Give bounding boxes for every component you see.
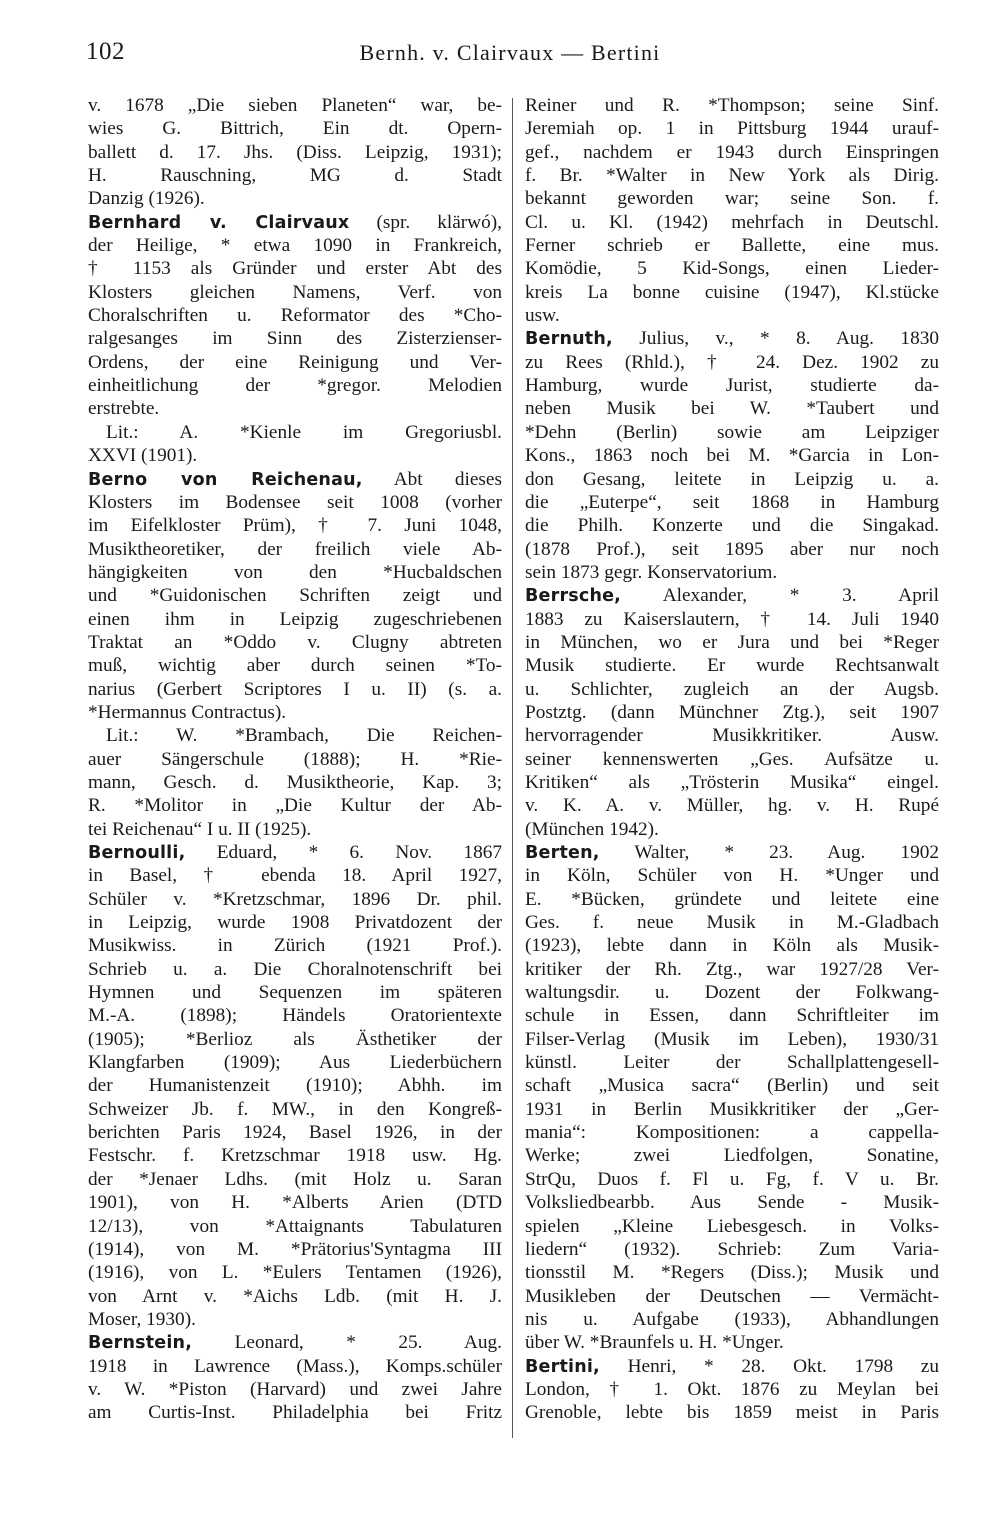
text-line [88, 1098, 502, 1121]
line-text: M.-A. (1898); Händels Oratorientexte [88, 1005, 502, 1027]
text-line [88, 1308, 502, 1331]
line-text: bekannt geworden war; seine Son. f. [525, 188, 939, 210]
line-text: auer Sängerschule (1888); H. *Rie- [88, 748, 502, 770]
entry-start-line [525, 841, 939, 864]
line-text: einheitlichung der *gregor. Melodien [88, 375, 502, 397]
line-text: Hamburg, wurde Jurist, studierte da- [525, 375, 939, 397]
text-line [88, 1074, 502, 1097]
line-text: StrQu, Duos f. Fl u. Fg, f. V u. Br. [525, 1168, 939, 1190]
line-text: liedern“ (1932). Schrieb: Zum Varia- [525, 1238, 939, 1260]
text-line [525, 1191, 939, 1214]
text-line [525, 911, 939, 934]
text-line [88, 538, 502, 561]
line-text: (1905); *Berlioz als Ästhetiker der [88, 1028, 502, 1050]
line-text: Kons., 1863 noch bei M. *Garcia in Lon- [525, 445, 939, 467]
text-line [525, 1401, 939, 1424]
line-text: künstl. Leiter der Schallplattengesell- [525, 1052, 939, 1074]
text-line [525, 724, 939, 747]
line-text: waltungsdir. u. Dozent der Folkwang- [525, 982, 939, 1004]
line-text: usw. [525, 305, 560, 327]
text-line [525, 1168, 939, 1191]
text-line [88, 654, 502, 677]
line-text: 1901), von H. *Alberts Arien (DTD [88, 1192, 502, 1214]
text-line [88, 701, 502, 724]
text-line [88, 981, 502, 1004]
running-head: Bernh. v. Clairvaux — Bertini [359, 40, 661, 65]
text-line [88, 678, 502, 701]
entry-start-line [88, 1331, 502, 1354]
text-line [88, 608, 502, 631]
line-text: spielen „Kleine Liebesgesch. in Volks- [525, 1215, 939, 1237]
text-line [88, 724, 502, 747]
line-text: v. 1678 „Die sieben Planeten“ war, be- [88, 95, 502, 116]
line-text: nis u. Aufgabe (1933), Abhandlungen [525, 1308, 939, 1330]
line-text: Danzig (1926). [88, 188, 205, 210]
right-column [525, 94, 939, 1425]
entry-headword: Bernuth, [525, 329, 613, 350]
text-line [88, 304, 502, 327]
text-line [88, 631, 502, 654]
line-text: seiner kennenswerten „Ges. Aufsätze u. [525, 748, 939, 770]
entry-start-line [525, 327, 939, 350]
line-text: don Gesang, leitete in Leipzig u. a. [525, 468, 939, 490]
line-text: Hymnen und Sequenzen im späteren [88, 982, 502, 1004]
line-text: in Leipzig, wurde 1908 Privatdozent der [88, 912, 502, 934]
text-line [525, 1285, 939, 1308]
text-line [525, 608, 939, 631]
line-text: die Philh. Konzerte und die Singakad. [525, 515, 939, 537]
line-text: Musiktheoretiker, der freilich viele Ab- [88, 538, 502, 560]
page-number: 102 [86, 38, 125, 65]
text-line [88, 514, 502, 537]
line-text: † 1153 als Gründer und erster Abt des [88, 258, 502, 280]
text-line [525, 538, 939, 561]
line-text: *Dehn (Berlin) sowie am Leipziger [525, 421, 939, 443]
line-text: muß, wichtig aber durch seinen *To- [88, 655, 502, 677]
text-line [525, 421, 939, 444]
text-line [525, 468, 939, 491]
text-line [88, 1191, 502, 1214]
line-text: berichten Paris 1924, Basel 1926, in der [88, 1122, 502, 1144]
text-line [525, 794, 939, 817]
text-line [88, 748, 502, 771]
text-line [525, 1144, 939, 1167]
text-line [88, 958, 502, 981]
line-text: Schrieb u. a. Die Choralnotenschrift bei [88, 958, 502, 980]
text-line [88, 1051, 502, 1074]
text-line [88, 397, 502, 420]
line-text: narius (Gerbert Scriptores I u. II) (s. a. [88, 678, 502, 700]
text-line [88, 327, 502, 350]
entry-headword: Berno von Reichenau, [88, 469, 363, 490]
line-text: von Arnt v. *Aichs Ldb. (mit H. J. [88, 1285, 502, 1307]
text-line [525, 141, 939, 164]
line-text: E. *Bücken, gründete und leitete eine [525, 888, 939, 910]
line-text: *Hermannus Contractus). [88, 701, 287, 723]
entry-start-line [525, 584, 939, 607]
text-line [88, 864, 502, 887]
line-text: London, † 1. Okt. 1876 zu Meylan bei [525, 1378, 939, 1400]
line-text: Klosters im Bodensee seit 1008 (vorher [88, 491, 502, 513]
line-text: Leonard, * 25. Aug. [192, 1332, 502, 1354]
line-text: H. Rauschning, MG d. Stadt [88, 165, 502, 187]
line-text: Schweizer Jb. f. MW., in den Kongreß- [88, 1098, 502, 1120]
line-text: Musik studierte. Er wurde Rechtsanwalt [525, 655, 939, 677]
text-line [525, 818, 939, 841]
text-line [525, 1261, 939, 1284]
text-line [88, 94, 502, 117]
text-line [88, 818, 502, 841]
line-text: hervorragender Musikkritiker. Ausw. [525, 725, 939, 747]
text-line [88, 421, 502, 444]
line-text: wies G. Bittrich, Ein dt. Opern- [88, 118, 502, 140]
text-line [88, 234, 502, 257]
line-text: 1883 zu Kaiserslautern, † 14. Juli 1940 [525, 608, 939, 630]
line-text: hängigkeiten von den *Hucbaldschen [88, 561, 502, 583]
text-line [88, 1028, 502, 1051]
text-line [525, 701, 939, 724]
text-line [88, 888, 502, 911]
text-line [525, 187, 939, 210]
text-line [88, 187, 502, 210]
text-line [525, 1028, 939, 1051]
line-text: Alexander, * 3. April [621, 585, 939, 607]
line-text: Kritiken“ als „Trösterin Musika“ eingel. [525, 771, 939, 793]
text-line [525, 117, 939, 140]
line-text: im Eifelkloster Prüm), † 7. Juni 1048, [88, 515, 502, 537]
line-text: der *Jenaer Ldhs. (mit Holz u. Saran [88, 1168, 502, 1190]
text-line [88, 794, 502, 817]
entry-headword: Bernoulli, [88, 843, 186, 863]
line-text: Lit.: W. *Brambach, Die Reichen- [106, 725, 502, 747]
text-line [525, 211, 939, 234]
text-line [88, 771, 502, 794]
line-text: Henri, * 28. Okt. 1798 zu [599, 1355, 939, 1377]
line-text: in Köln, Schüler von H. *Unger und [525, 865, 939, 887]
entry-headword: Bernstein, [88, 1333, 193, 1354]
text-line [525, 164, 939, 187]
text-line [88, 351, 502, 374]
line-text: Filser-Verlag (Musik im Leben), 1930/31 [525, 1028, 939, 1050]
line-text: schule in Essen, dann Schriftleiter im [525, 1005, 939, 1027]
entry-headword: Berrsche, [525, 586, 622, 607]
text-line [88, 164, 502, 187]
line-text: v. W. *Piston (Harvard) und zwei Jahre [88, 1378, 502, 1400]
line-text: gef., nachdem er 1943 durch Einspringen [525, 141, 939, 163]
left-column [88, 94, 502, 1425]
text-line [88, 1401, 502, 1424]
text-line [525, 561, 939, 584]
line-text: über W. *Braunfels u. H. *Unger. [525, 1332, 784, 1354]
text-line [525, 444, 939, 467]
text-line [525, 864, 939, 887]
line-text: Reiner und R. *Thompson; seine Sinf. [525, 95, 939, 116]
text-line [525, 397, 939, 420]
line-text: 1918 in Lawrence (Mass.), Komps.schüler [88, 1355, 502, 1377]
line-text: (spr. klärwó), [349, 211, 502, 233]
line-text: Klosters gleichen Namens, Verf. von [88, 281, 502, 303]
text-line [88, 374, 502, 397]
text-line [525, 678, 939, 701]
text-line [525, 1378, 939, 1401]
text-line [525, 351, 939, 374]
line-text: schaft „Musica sacra“ (Berlin) und seit [525, 1075, 939, 1097]
line-text: tionsstil M. *Regers (Diss.); Musik und [525, 1262, 939, 1284]
text-line [525, 631, 939, 654]
line-text: u. Schlichter, zugleich an der Augsb. [525, 678, 939, 700]
line-text: (1878 Prof.), seit 1895 aber nur noch [525, 538, 939, 560]
line-text: und *Guidonischen Schriften zeigt und [88, 585, 502, 607]
line-text: kreis La bonne cuisine (1947), Kl.stücke [525, 281, 939, 303]
line-text: am Curtis-Inst. Philadelphia bei Fritz [88, 1402, 502, 1424]
line-text: der Heilige, * etwa 1090 in Frankreich, [88, 235, 502, 257]
text-line [525, 1074, 939, 1097]
text-line [88, 1121, 502, 1144]
line-text: f. Br. *Walter in New York als Dirig. [525, 165, 939, 187]
line-text: neben Musik bei W. *Taubert und [525, 398, 939, 420]
line-text: Schüler v. *Kretzschmar, 1896 Dr. phil. [88, 888, 502, 910]
entry-headword: Berten, [525, 843, 600, 863]
entry-start-line [88, 841, 502, 864]
line-text: kritiker der Rh. Ztg., war 1927/28 Ver- [525, 958, 939, 980]
line-text: ballett d. 17. Jhs. (Diss. Leipzig, 1931); [88, 141, 502, 163]
text-line [88, 1215, 502, 1238]
text-line [88, 1355, 502, 1378]
line-text: (1916), von L. *Eulers Tentamen (1926), [88, 1262, 502, 1284]
text-line [525, 981, 939, 1004]
line-text: Ordens, der eine Reinigung und Ver- [88, 351, 502, 373]
line-text: Werke; zwei Liedfolgen, Sonatine, [525, 1145, 939, 1167]
text-line [525, 1098, 939, 1121]
line-text: Klangfarben (1909); Aus Liederbüchern [88, 1052, 502, 1074]
text-line [525, 514, 939, 537]
text-line [88, 584, 502, 607]
text-line [525, 1238, 939, 1261]
line-text: sein 1873 gegr. Konservatorium. [525, 561, 778, 583]
line-text: (1923), lebte dann in Köln als Musik- [525, 935, 939, 957]
line-text: Cl. u. Kl. (1942) mehrfach in Deutschl. [525, 211, 939, 233]
line-text: Festschr. f. Kretzschmar 1918 usw. Hg. [88, 1145, 502, 1167]
text-line [525, 748, 939, 771]
line-text: 12/13), von *Attaignants Tabulaturen [88, 1215, 502, 1237]
text-line [88, 1285, 502, 1308]
line-text: in Basel, † ebenda 18. April 1927, [88, 865, 502, 887]
entry-start-line [525, 1355, 939, 1378]
line-text: Walter, * 23. Aug. 1902 [599, 842, 939, 863]
text-line [525, 1051, 939, 1074]
line-text: Musikleben der Deutschen — Vermächt- [525, 1285, 939, 1307]
line-text: Julius, v., * 8. Aug. 1830 [612, 328, 939, 350]
text-line [88, 444, 502, 467]
text-line [525, 234, 939, 257]
text-line [88, 934, 502, 957]
line-text: Volksliedbearbb. Aus Sende - Musik- [525, 1192, 939, 1214]
text-line [88, 561, 502, 584]
text-line [525, 491, 939, 514]
line-text: ralgesanges im Sinn des Zisterzienser- [88, 328, 502, 350]
entry-headword: Bernhard v. Clairvaux [88, 212, 350, 233]
text-line [88, 1144, 502, 1167]
line-text: R. *Molitor in „Die Kultur der Ab- [88, 795, 502, 817]
text-line [525, 1308, 939, 1331]
text-line [88, 117, 502, 140]
line-text: Musikwiss. in Zürich (1921 Prof.). [88, 935, 502, 957]
line-text: in München, wo er Jura und bei *Reger [525, 631, 939, 653]
text-line [525, 257, 939, 280]
line-text: einen ihm in Leipzig zugeschriebenen [88, 608, 502, 630]
text-line [88, 491, 502, 514]
line-text: Ferner schrieb er Ballette, eine mus. [525, 235, 939, 257]
text-line [525, 888, 939, 911]
line-text: Choralschriften u. Reformator des *Cho- [88, 305, 502, 327]
line-text: Abt dieses [362, 468, 502, 490]
text-line [525, 958, 939, 981]
line-text: Jeremiah op. 1 in Pittsburg 1944 urauf- [525, 118, 939, 140]
line-text: Lit.: A. *Kienle im Gregoriusbl. [106, 421, 502, 443]
text-line [525, 1215, 939, 1238]
text-line [88, 1004, 502, 1027]
text-line [525, 1121, 939, 1144]
text-line [88, 141, 502, 164]
entry-start-line [88, 211, 502, 234]
line-text: XXVI (1901). [88, 445, 198, 467]
text-line [525, 771, 939, 794]
text-line [525, 654, 939, 677]
line-text: der Humanistenzeit (1910); Abhh. im [88, 1075, 502, 1097]
line-text: 1931 in Berlin Musikkritiker der „Ger- [525, 1098, 939, 1120]
line-text: erstrebte. [88, 398, 160, 420]
line-text: mann, Gesch. d. Musiktheorie, Kap. 3; [88, 771, 502, 793]
line-text: (München 1942). [525, 818, 659, 840]
line-text: Postztg. (dann Münchner Ztg.), seit 1907 [525, 701, 939, 723]
text-line [88, 281, 502, 304]
entry-start-line [88, 468, 502, 491]
entry-headword: Bertini, [525, 1356, 600, 1377]
text-line [88, 1168, 502, 1191]
text-line [88, 1261, 502, 1284]
text-line [88, 1378, 502, 1401]
line-text: Grenoble, lebte bis 1859 meist in Paris [525, 1402, 939, 1424]
line-text: zu Rees (Rhld.), † 24. Dez. 1902 zu [525, 351, 939, 373]
line-text: Eduard, * 6. Nov. 1867 [185, 842, 502, 863]
line-text: mania“: Kompositionen: a cappella- [525, 1122, 939, 1144]
text-line [525, 934, 939, 957]
line-text: Traktat an *Oddo v. Clugny abtreten [88, 631, 502, 653]
text-line [88, 1238, 502, 1261]
text-line [525, 94, 939, 117]
text-line [525, 304, 939, 327]
text-line [525, 281, 939, 304]
text-line [525, 1331, 939, 1354]
text-line [525, 1004, 939, 1027]
text-line [525, 374, 939, 397]
line-text: Moser, 1930). [88, 1308, 196, 1330]
line-text: tei Reichenau“ I u. II (1925). [88, 818, 312, 840]
line-text: Komödie, 5 Kid-Songs, einen Lieder- [525, 258, 939, 280]
text-line [88, 911, 502, 934]
line-text: v. K. A. v. Müller, hg. v. H. Rupé [525, 795, 939, 817]
line-text: (1914), von M. *Prätorius'Syntagma III [88, 1238, 502, 1260]
line-text: Ges. f. neue Musik in M.-Gladbach [525, 912, 939, 934]
column-divider [512, 98, 513, 1438]
text-line [88, 257, 502, 280]
line-text: die „Euterpe“, seit 1868 in Hamburg [525, 491, 939, 513]
